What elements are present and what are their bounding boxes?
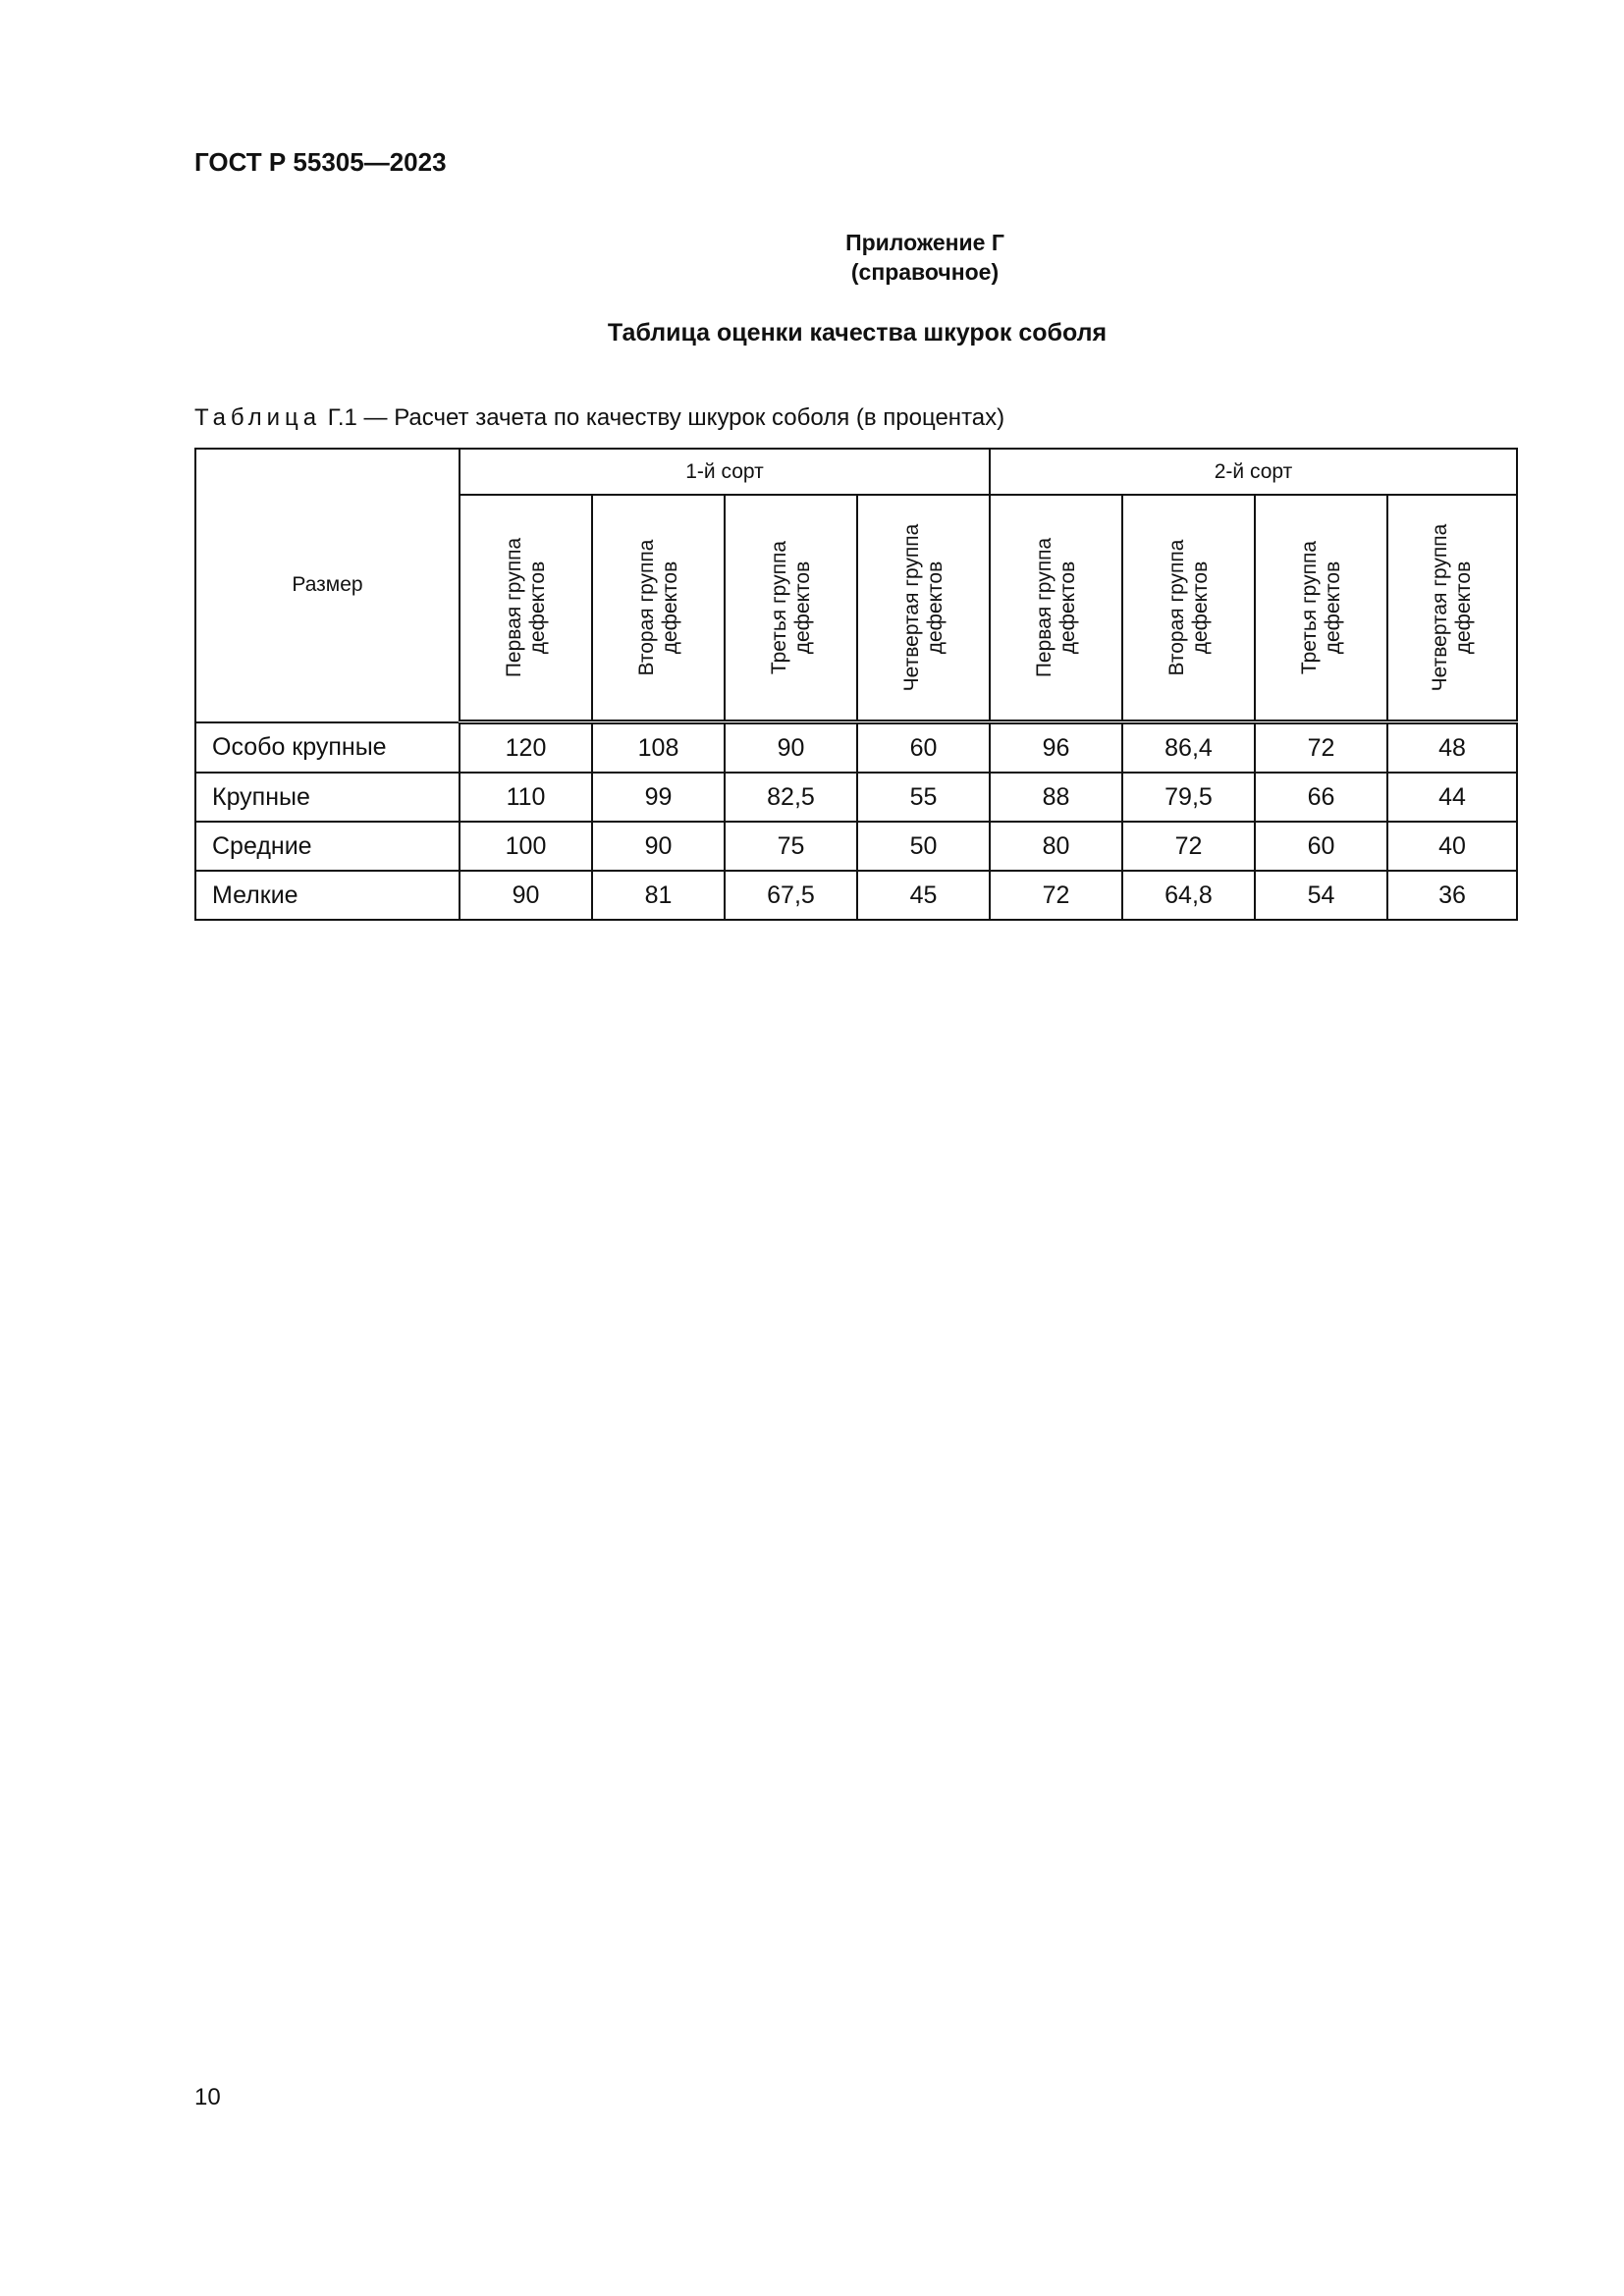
table-cell: 40: [1387, 822, 1517, 871]
table-cell: 44: [1387, 773, 1517, 822]
defect-group-header: [460, 495, 592, 722]
table-cell: 75: [725, 822, 857, 871]
appendix-title: Приложение Г: [845, 230, 1004, 255]
table-row: [195, 722, 1517, 774]
defect-group-header-text: Вторая группа дефектов: [1164, 539, 1212, 676]
defect-group-header: [990, 495, 1122, 722]
table-cell: 45: [857, 871, 990, 920]
defect-group-header: [1122, 495, 1255, 722]
table-cell: 120: [460, 722, 592, 774]
table-row: [195, 773, 1517, 822]
table-cell: 86,4: [1122, 722, 1255, 774]
table-cell: 60: [857, 722, 990, 774]
table-cell: 60: [1255, 822, 1387, 871]
page-number: 10: [194, 2084, 221, 2110]
table-cell: 96: [990, 722, 1122, 774]
table-cell: 100: [460, 822, 592, 871]
table-cell: 48: [1387, 722, 1517, 774]
defect-group-header: [857, 495, 990, 722]
appendix-heading: [0, 319, 1624, 347]
row-label: Крупные: [195, 773, 460, 822]
table-cell: 36: [1387, 871, 1517, 920]
defect-group-header-text: Четвертая группа дефектов: [899, 523, 947, 692]
appendix-heading-text: Таблица оценки качества шкурок соболя: [607, 319, 1108, 347]
table-cell: 80: [990, 822, 1122, 871]
table-cell: 72: [1255, 722, 1387, 774]
grade-1-header: 1-й сорт: [460, 449, 990, 495]
row-label: Особо крупные: [195, 722, 460, 774]
defect-group-header: [725, 495, 857, 722]
table-caption-text: Г.1 — Расчет зачета по качеству шкурок соболя (в процентах): [327, 404, 1005, 431]
table-cell: 81: [592, 871, 725, 920]
table-caption-prefix: Таблица: [194, 404, 322, 431]
row-label: Мелкие: [195, 871, 460, 920]
standard-code: ГОСТ Р 55305—2023: [194, 147, 447, 177]
defect-group-header-text: Третья группа дефектов: [1297, 540, 1344, 675]
defect-group-header-text: Первая группа дефектов: [502, 537, 549, 678]
grade-2-header: 2-й сорт: [990, 449, 1517, 495]
table-cell: 110: [460, 773, 592, 822]
appendix-block: [0, 228, 1624, 287]
size-column-header: Размер: [195, 449, 460, 722]
table-cell: 108: [592, 722, 725, 774]
appendix-kind: (справочное): [850, 259, 1000, 285]
defect-group-header-text: Четвертая группа дефектов: [1429, 523, 1475, 692]
table-cell: 64,8: [1122, 871, 1255, 920]
defect-group-header: [592, 495, 725, 722]
defect-group-header: [1387, 495, 1517, 722]
table-cell: 55: [857, 773, 990, 822]
table-cell: 72: [990, 871, 1122, 920]
table-row: [195, 822, 1517, 871]
table-cell: 66: [1255, 773, 1387, 822]
table-cell: 99: [592, 773, 725, 822]
defect-group-header: [1255, 495, 1387, 722]
table-cell: 67,5: [725, 871, 857, 920]
table-caption: [194, 404, 1004, 432]
table-cell: 82,5: [725, 773, 857, 822]
table-cell: 90: [592, 822, 725, 871]
table-cell: 72: [1122, 822, 1255, 871]
table-cell: 90: [460, 871, 592, 920]
defect-group-header-text: Вторая группа дефектов: [634, 539, 681, 676]
table-cell: 90: [725, 722, 857, 774]
table-cell: 88: [990, 773, 1122, 822]
defect-group-header-text: Третья группа дефектов: [767, 540, 814, 675]
table-cell: 79,5: [1122, 773, 1255, 822]
quality-table: [194, 448, 1518, 921]
table-cell: 50: [857, 822, 990, 871]
defect-group-header-text: Первая группа дефектов: [1032, 537, 1079, 678]
table-cell: 54: [1255, 871, 1387, 920]
table-row: [195, 871, 1517, 920]
row-label: Средние: [195, 822, 460, 871]
